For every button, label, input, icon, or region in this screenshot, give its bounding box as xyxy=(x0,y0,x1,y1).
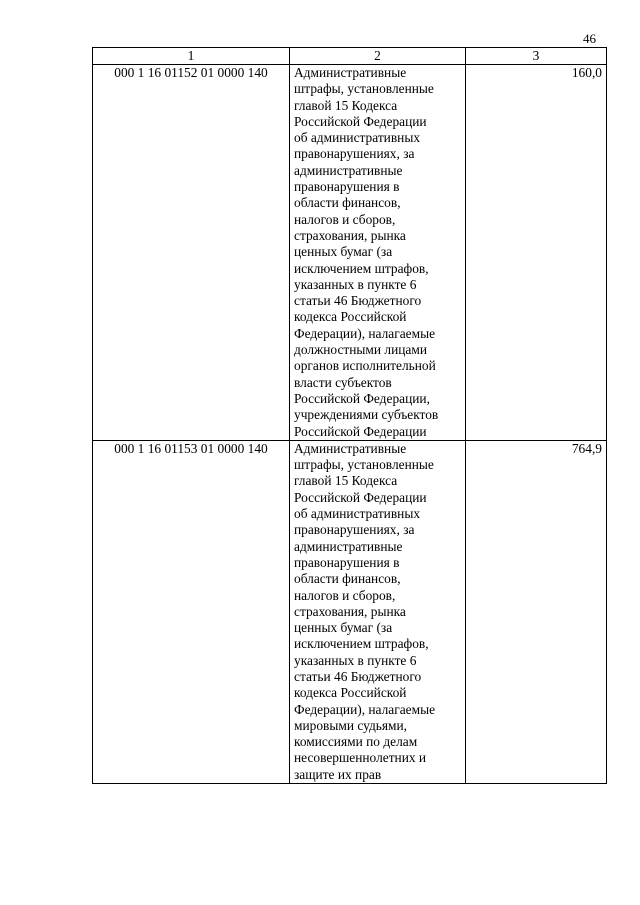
revenue-name-line: ценных бумаг (за xyxy=(294,244,393,260)
revenue-name-line: кодекса Российской xyxy=(294,309,407,325)
revenue-name-line: несовершеннолетних и xyxy=(294,750,427,766)
revenue-name-line: органов исполнительной xyxy=(294,358,436,374)
column-header-1: 1 xyxy=(93,48,290,65)
revenue-name-line: кодекса Российской xyxy=(294,685,407,701)
column-header-3: 3 xyxy=(466,48,607,65)
table-row xyxy=(93,65,607,441)
revenue-name-cell xyxy=(290,440,466,783)
revenue-name-line: Федерации), налагаемые xyxy=(294,325,436,341)
revenue-name-line: страхования, рынка xyxy=(294,227,406,243)
revenue-name-line: Российской Федерации xyxy=(294,489,427,505)
revenue-name-line: правонарушениях, за xyxy=(294,146,415,162)
revenue-name-line: исключением штрафов, xyxy=(294,636,429,652)
revenue-name-line: Административные xyxy=(294,65,407,80)
revenue-name-line: Российской Федерации xyxy=(294,113,427,129)
revenue-name-cell xyxy=(290,65,466,441)
revenue-name-line: главой 15 Кодекса xyxy=(294,97,398,113)
revenue-name-line: указанных в пункте 6 xyxy=(294,652,417,668)
revenue-name-line: мировыми судьями, xyxy=(294,717,408,733)
amount-cell: 160,0 xyxy=(466,65,607,441)
revenue-name-line: области финансов, xyxy=(294,571,401,587)
revenue-name-line: административные xyxy=(294,162,403,178)
revenue-name-line: налогов и сборов, xyxy=(294,211,396,227)
revenue-name-line: комиссиями по делам xyxy=(294,734,418,750)
revenue-name-line: Федерации), налагаемые xyxy=(294,701,436,717)
amount-cell: 764,9 xyxy=(466,440,607,783)
revenue-name-line: Административные xyxy=(294,440,407,456)
column-header-2: 2 xyxy=(290,48,466,65)
revenue-name-line: правонарушения в xyxy=(294,179,400,195)
page-number: 46 xyxy=(583,31,596,46)
revenue-name-line: статьи 46 Бюджетного xyxy=(294,668,422,684)
revenue-name-line: указанных в пункте 6 xyxy=(294,276,417,292)
revenue-name-line: защите их прав xyxy=(294,766,382,782)
revenue-name-line: ценных бумаг (за xyxy=(294,620,393,636)
revenue-name-line: штрафы, установленные xyxy=(294,81,434,97)
table-header-row xyxy=(93,48,607,65)
budget-revenue-table xyxy=(92,47,607,784)
revenue-name-line: об административных xyxy=(294,506,421,522)
revenue-name-line: правонарушения в xyxy=(294,554,400,570)
revenue-name-line: штрафы, установленные xyxy=(294,457,434,473)
revenue-name-line: власти субъектов xyxy=(294,374,392,390)
revenue-name-line: правонарушениях, за xyxy=(294,522,415,538)
revenue-code-cell: 000 1 16 01153 01 0000 140 xyxy=(93,440,290,783)
revenue-code-cell: 000 1 16 01152 01 0000 140 xyxy=(93,65,290,441)
revenue-name-line: об административных xyxy=(294,130,421,146)
revenue-name-line: учреждениями субъектов xyxy=(294,407,439,423)
revenue-name-line: главой 15 Кодекса xyxy=(294,473,398,489)
revenue-name-line: налогов и сборов, xyxy=(294,587,396,603)
revenue-name-line: Российской Федерации xyxy=(294,423,427,439)
revenue-name-line: должностными лицами xyxy=(294,342,428,358)
table-row xyxy=(93,440,607,783)
revenue-name-line: страхования, рынка xyxy=(294,603,406,619)
revenue-name-line: административные xyxy=(294,538,403,554)
revenue-name-line: исключением штрафов, xyxy=(294,260,429,276)
revenue-name-line: области финансов, xyxy=(294,195,401,211)
table-body xyxy=(93,65,607,784)
revenue-name-line: статьи 46 Бюджетного xyxy=(294,293,422,309)
revenue-name-line: Российской Федерации, xyxy=(294,390,430,406)
